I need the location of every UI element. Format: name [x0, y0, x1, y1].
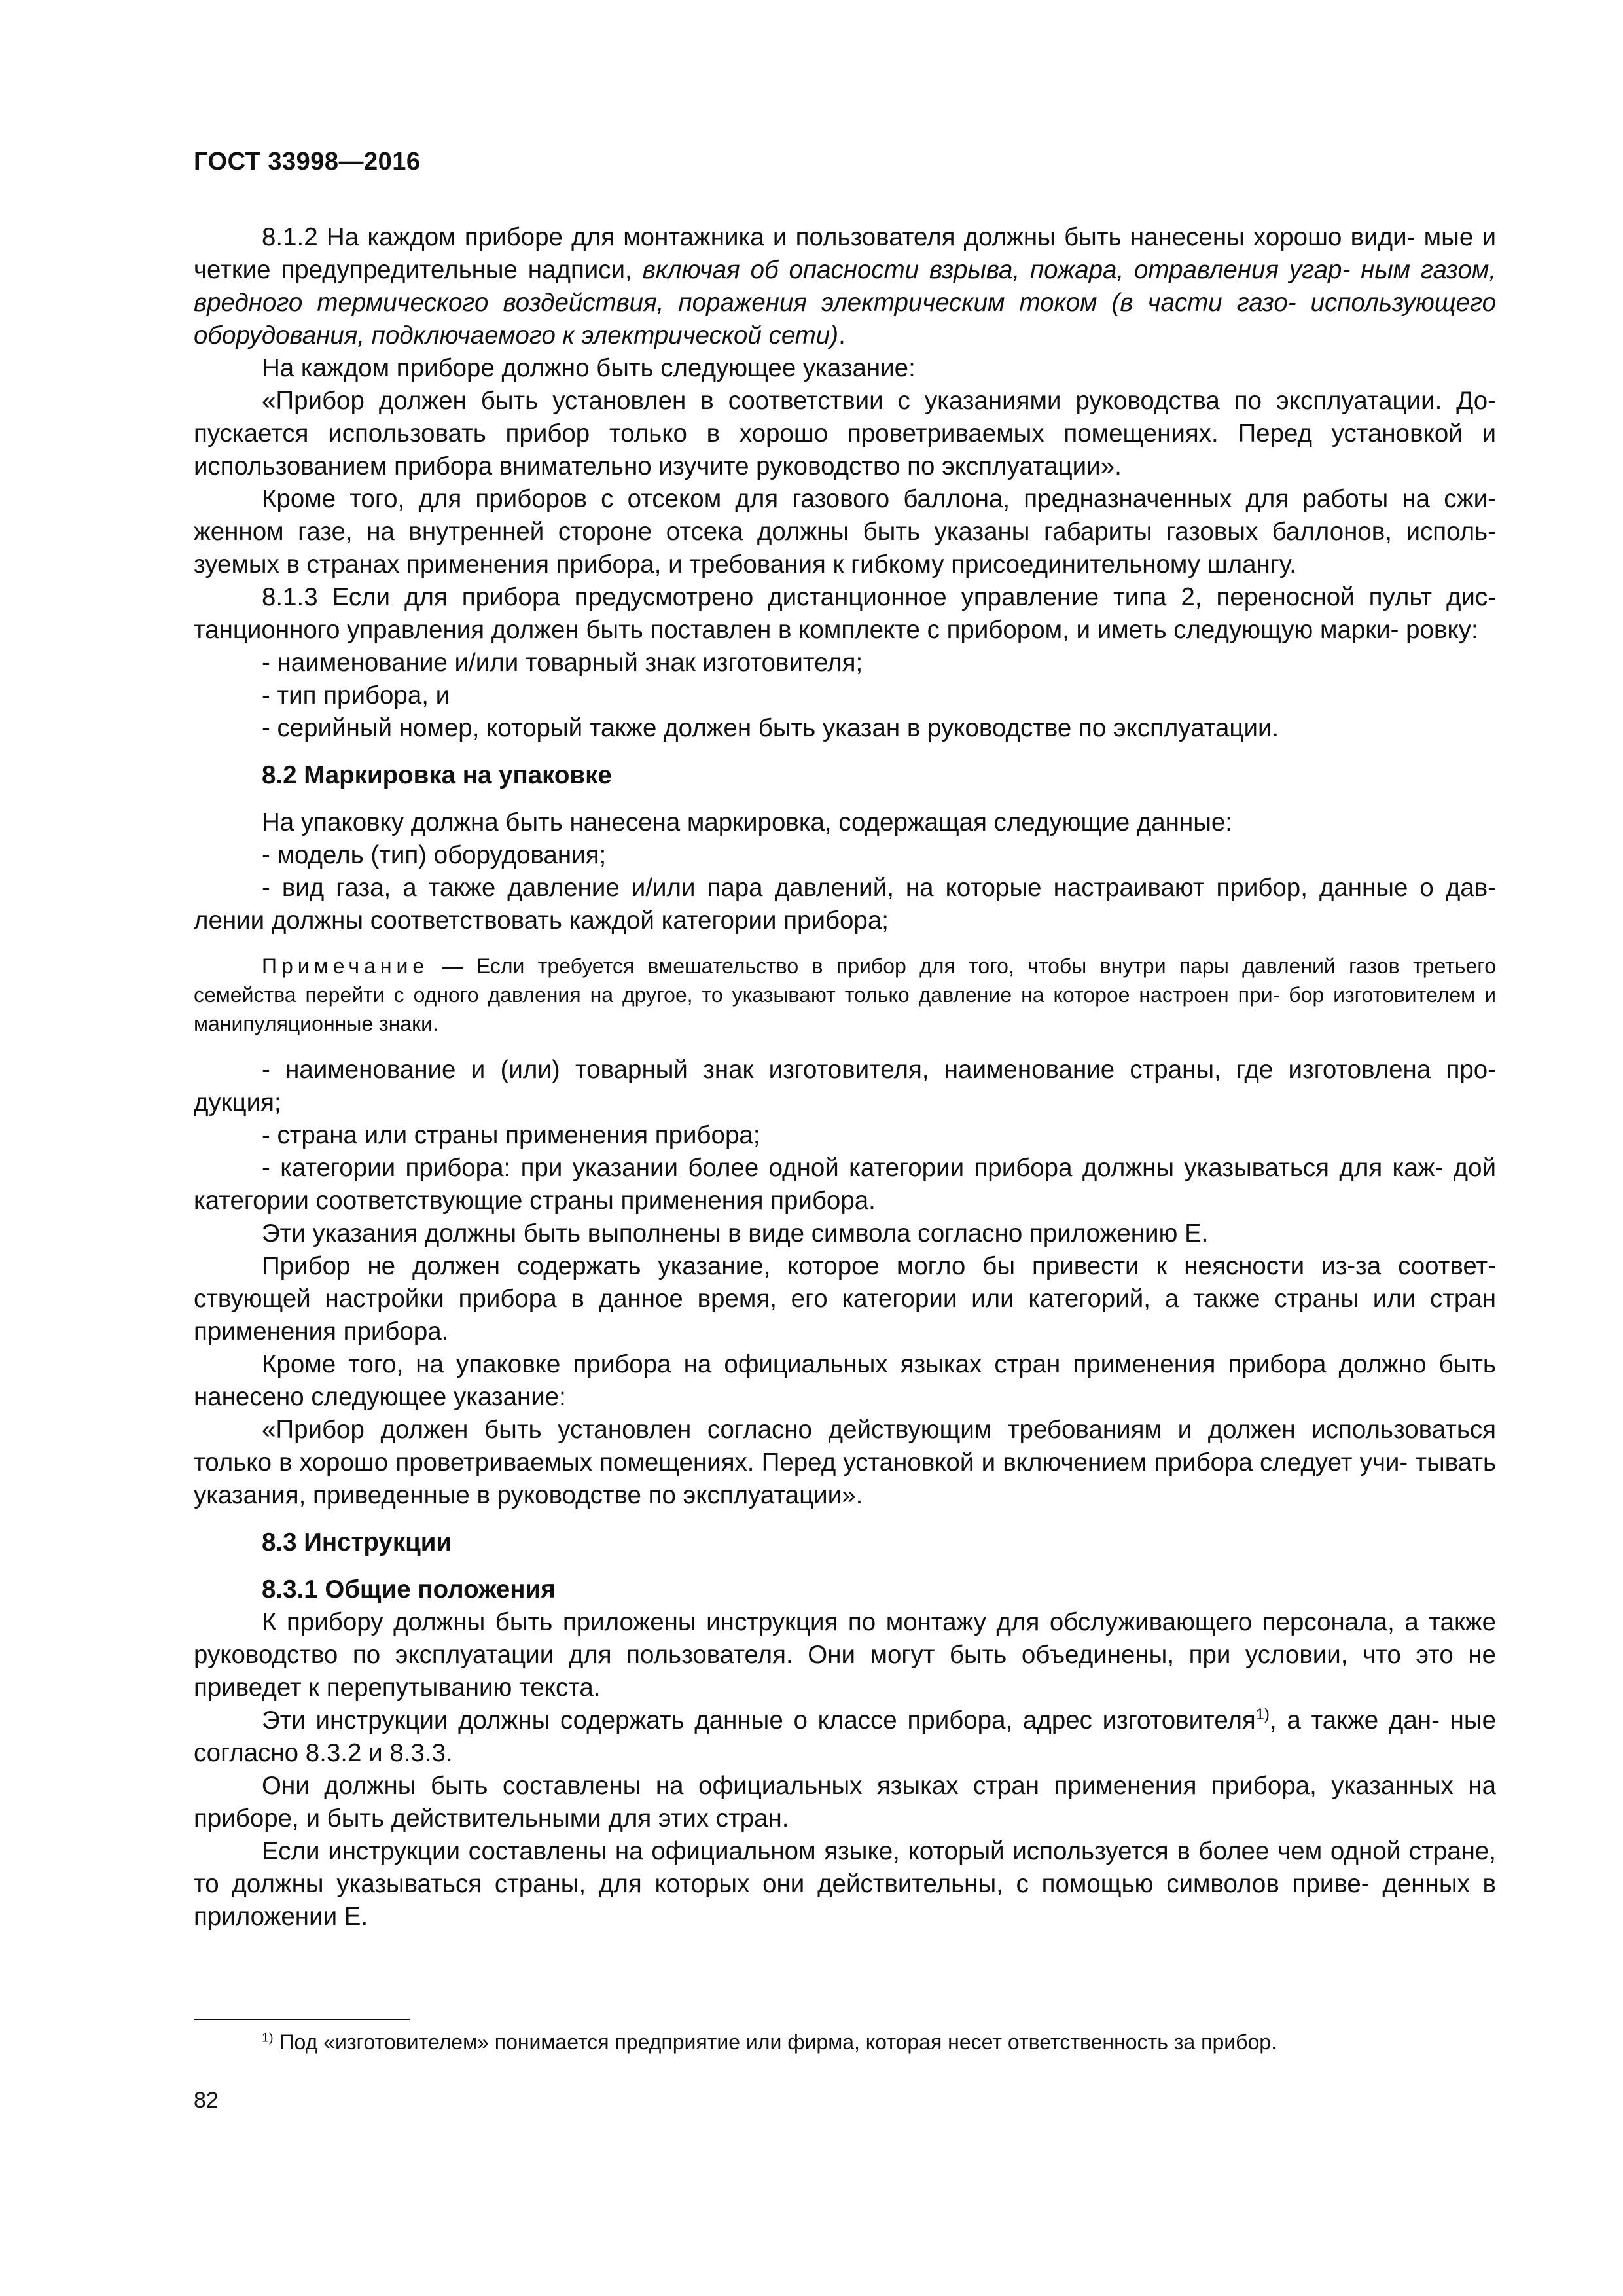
paragraph: Кроме того, для приборов с отсеком для газового баллона, предназначенных для работы на сжи- женном газе, на внутренней стороне отсека должны быть указаны габариты газовых баллонов, исполь- зуемых в странах применения прибора, и требования к гибкому присоединительному шлангу. — [194, 485, 1496, 579]
section-8-1-3 — [194, 581, 1496, 745]
list-item: - серийный номер, который также должен быть указан в руководстве по эксплуатации. — [262, 714, 1279, 742]
section-heading: 8.3 Инструкции — [262, 1528, 452, 1556]
paragraph: 8.1.3 Если для прибора предусмотрено дистанционное управление типа 2, переносной пульт дис- танционного управления должен быть поставлен в комплекте с прибором, и иметь следующую марки- ровку: — [194, 583, 1496, 644]
section-8-3 — [194, 1526, 1496, 1933]
list-item: - наименование и (или) товарный знак изготовителя, наименование страны, где изготовлена про- дукция; — [194, 1056, 1496, 1117]
paragraph: Прибор не должен содержать указание, которое могло бы привести к неясности из-за соответ- ствующей настройки прибора в данное время, его категории или категорий, а также страны или стран применения прибора. — [194, 1252, 1496, 1346]
footnote-separator — [194, 2019, 410, 2020]
list-item: - модель (тип) оборудования; — [262, 841, 607, 869]
section-heading: 8.2 Маркировка на упаковке — [262, 761, 612, 789]
list-item: - наименование и/или товарный знак изготовителя; — [262, 649, 863, 677]
document-code: ГОСТ 33998—2016 — [194, 148, 421, 175]
paragraph: На каждом приборе должно быть следующее указание: — [262, 354, 916, 382]
paragraph-quote: «Прибор должен быть установлен согласно действующим требованиям и должен использоваться только в хорошо проветриваемых помещениях. Перед установкой и включением прибора следует учи- тывать указания, приведенные в руководстве по эксплуатации». — [194, 1416, 1497, 1509]
section-8-2 — [194, 759, 1496, 1512]
list-item: - тип прибора, и — [262, 681, 450, 709]
paragraph: 8.1.2 На каждом приборе для монтажника и пользователя должны быть нанесены хорошо види- мые и четкие предупредительные надписи, включая об опасности взрыва, пожара, отравления угар- ным газом, вредного термического воздействия, поражения электрическим током (в части газо- использующего оборудования, подключаемого к электрической сети). — [194, 223, 1496, 350]
paragraph: Они должны быть составлены на официальных языках стран применения прибора, указанных на приборе, и быть действительными для этих стран. — [194, 1772, 1496, 1833]
page-number: 82 — [194, 2088, 219, 2113]
document-body — [194, 221, 1496, 1933]
note-label: Примечание — [262, 954, 429, 978]
list-item: - вид газа, а также давление и/или пара давлений, на которые настраивают прибор, данные о дав- лении должны соответствовать каждой категории прибора; — [194, 874, 1496, 935]
paragraph: Кроме того, на упаковке прибора на официальных языках стран применения прибора должно быть нанесено следующее указание: — [194, 1350, 1496, 1411]
paragraph: На упаковку должна быть нанесена маркировка, содержащая следующие данные: — [262, 808, 1232, 836]
footnote-text: Под «изготовителем» понимается предприятие или фирма, которая несет ответственность за прибор. — [279, 2030, 1277, 2054]
list-item: - страна или страны применения прибора; — [262, 1121, 760, 1149]
paragraph: Эти инструкции должны содержать данные о классе прибора, адрес изготовителя$^{1)}$, а также дан- ные согласно 8.3.2 и 8.3.3. — [194, 1706, 1496, 1767]
footnote-marker: 1) — [262, 2030, 274, 2045]
paragraph-quote: «Прибор должен быть установлен в соответствии с указаниями руководства по эксплуатации. До- пускается использовать прибор только в хорошо проветриваемых помещениях. Перед установкой и использованием прибора внимательно изучите руководство по эксплуатации». — [194, 387, 1496, 480]
subsection-heading: 8.3.1 Общие положения — [262, 1575, 556, 1604]
paragraph: Если инструкции составлены на официальном языке, который используется в более чем одной стране, то должны указываться страны, для которых они действительны, с помощью символов приве- денных в приложении Е. — [194, 1837, 1496, 1931]
list-item: - категории прибора: при указании более одной категории прибора должны указываться для каж- дой категории соответствующие страны применения прибора. — [194, 1154, 1496, 1215]
footnote — [262, 2028, 1277, 2056]
paragraph: К прибору должны быть приложены инструкция по монтажу для обслуживающего персонала, а также руководство по эксплуатации для пользователя. Они могут быть объединены, при условии, что это не приведет к перепутыванию текста. — [194, 1608, 1496, 1702]
paragraph: Эти указания должны быть выполнены в виде символа согласно приложению Е. — [262, 1219, 1209, 1247]
section-8-1-2 — [194, 221, 1496, 581]
footnote-reference[interactable]: 1) — [1255, 1706, 1270, 1724]
note: Примечание — Если требуется вмешательство в прибор для того, чтобы внутри пары давлений газов третьего семейства перейти с одного давления на другое, то указывают только давление на которое настроен при- бор изготовителем и манипуляционные знаки. — [194, 954, 1497, 1035]
